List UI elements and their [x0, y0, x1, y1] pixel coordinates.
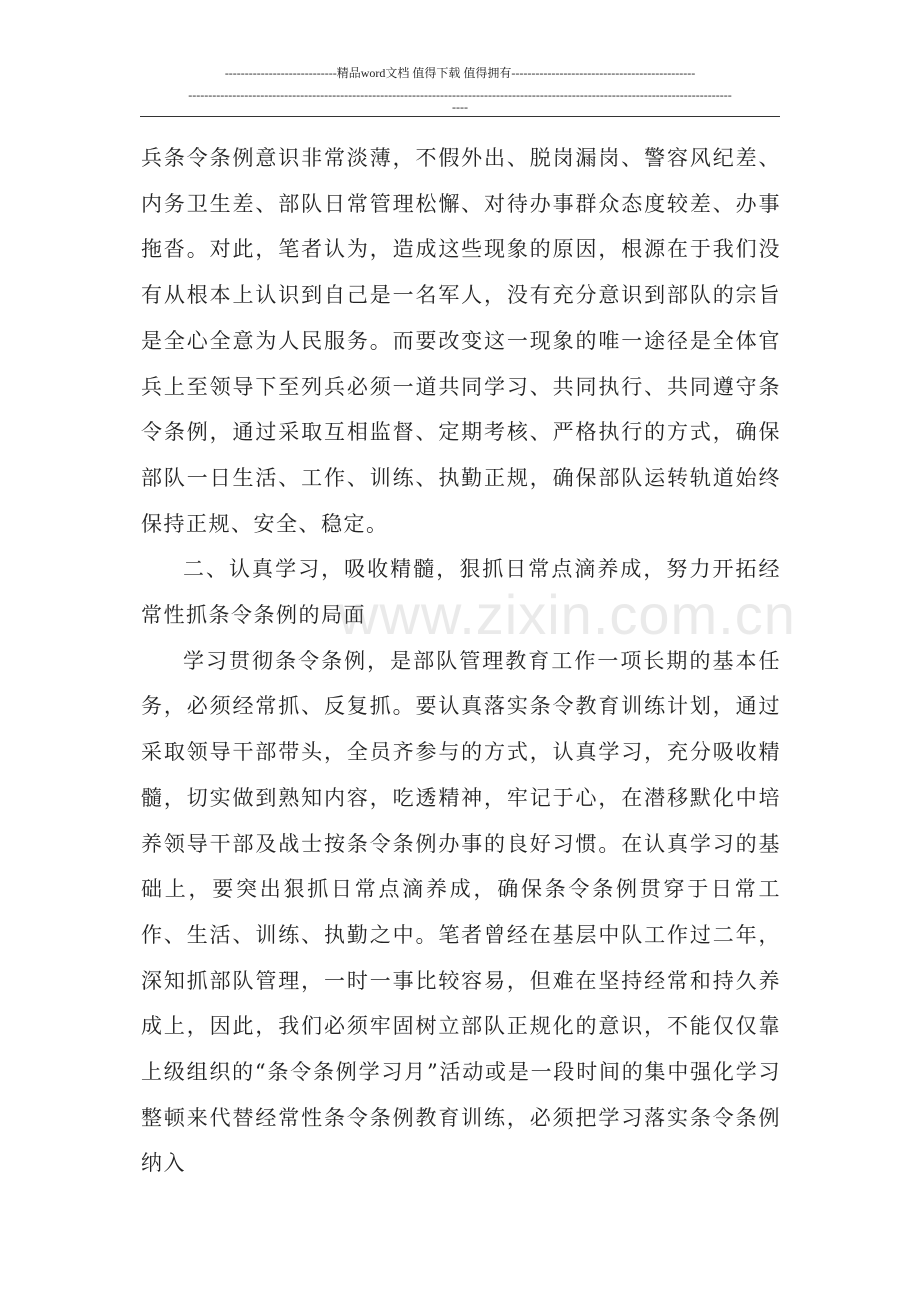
- document-body: [141, 136, 781, 1187]
- header-banner: ----------------------------精品word文档 值得下载 值得拥有----------------------------------------------: [224, 66, 696, 80]
- header-rule: [140, 116, 780, 117]
- paragraph-1: 兵条令条例意识非常淡薄，不假外出、脱岗漏岗、警容风纪差、内务卫生差、部队日常管理松懈、对待办事群众态度较差、办事拖沓。对此，笔者认为，造成这些现象的原因，根源在于我们没有从根本上认识到自己是一名军人，没有充分意识到部队的宗旨是全心全意为人民服务。而要改变这一现象的唯一途径是全体官兵上至领导下至列兵必须一道共同学习、共同执行、共同遵守条令条例，通过采取互相监督、定期考核、严格执行的方式，确保部队一日生活、工作、训练、执勤正规，确保部队运转轨道始终保持正规、安全、稳定。: [141, 146, 781, 536]
- watermark-text: www.zixin.com.cn: [338, 583, 796, 646]
- section-heading-2: 二、认真学习，吸收精髓，狠抓日常点滴养成，努力开拓经常性抓条令条例的局面: [141, 557, 781, 628]
- header-dash-tail: ----: [452, 100, 468, 114]
- header-dash-line: ----------------------------------------------------------------------------------------------------------------------------------------: [188, 88, 732, 102]
- paragraph-3: 学习贯彻条令条例，是部队管理教育工作一项长期的基本任务，必须经常抓、反复抓。要认真落实条令教育训练计划，通过采取领导干部带头，全员齐参与的方式，认真学习，充分吸收精髓，切实做到熟知内容，吃透精神，牢记于心，在潜移默化中培养领导干部及战士按条令条例办事的良好习惯。在认真学习的基础上，要突出狠抓日常点滴养成，确保条令条例贯穿于日常工作、生活、训练、执勤之中。笔者曾经在基层中队工作过二年，深知抓部队管理，一时一事比较容易，但难在坚持经常和持久养成上，因此，我们必须牢固树立部队正规化的意识，不能仅仅靠上级组织的“条令条例学习月”活动或是一段时间的集中强化学习整顿来代替经常性条令条例教育训练，必须把学习落实条令条例纳入: [141, 648, 781, 1176]
